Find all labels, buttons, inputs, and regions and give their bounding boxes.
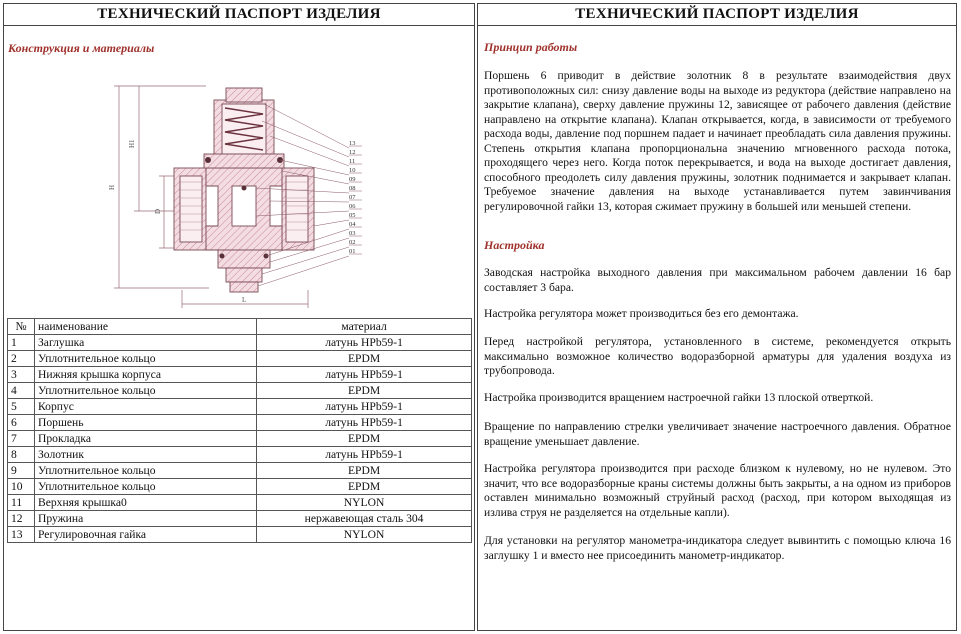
principle-section-title: Принцип работы (484, 40, 578, 54)
dim-h1-label: H1 (128, 139, 136, 148)
table-row (8, 479, 472, 495)
row-material: EPDM (257, 383, 472, 399)
construction-section-title: Конструкция и материалы (8, 41, 155, 55)
row-material: латунь HPb59-1 (257, 399, 472, 415)
principle-paragraph: Поршень 6 приводит в действие золотник 8 в результате взаимодействия двух противоположных сил: снизу давление воды на выходе из редуктора (действие направлено на закрытие клапана), сверху давление пружины 12, зависящее от рабочего давления (действие направлено на открытие клапана). Клапан открывается, когда, в зависимости от требуемого расхода воды, давление под поршнем падает и начинает преобладать сила давления пружины. Степень открытия клапана пропорциональна значению мгновенного расхода потока, проходящего через него. Когда поток перекрывается, и вода на выходе достигает давления, способного преодолеть силу давления пружины, золотник поднимается и закрывает клапан. Требуемое значение давления на выходе устанавливается путем завинчивания регулировочной гайки 13, которая сжимает пружину в большей или меньшей степени. (484, 69, 951, 213)
table-row (8, 335, 472, 351)
callout-08: 08 (349, 185, 356, 192)
row-number: 3 (8, 367, 35, 383)
row-name: Заглушка (35, 335, 257, 351)
col-header-name: наименование (35, 319, 257, 335)
callout-12: 12 (349, 149, 356, 156)
left-header: ТЕХНИЧЕСКИЙ ПАСПОРТ ИЗДЕЛИЯ (4, 4, 474, 26)
callout-09: 09 (349, 176, 356, 183)
left-panel (3, 3, 475, 631)
row-name: Уплотнительное кольцо (35, 463, 257, 479)
right-panel (477, 3, 957, 631)
callout-11: 11 (349, 158, 356, 165)
row-material: NYLON (257, 495, 472, 511)
row-material: EPDM (257, 479, 472, 495)
table-row (8, 527, 472, 543)
row-number: 8 (8, 447, 35, 463)
table-row (8, 351, 472, 367)
setup-paragraph-4: Настройка производится вращением настроечной гайки 13 плоской отверткой. (484, 391, 874, 404)
table-row (8, 511, 472, 527)
row-material: латунь HPb59-1 (257, 335, 472, 351)
callout-01: 01 (349, 248, 356, 255)
col-header-material: материал (257, 319, 472, 335)
setup-paragraph-1: Заводская настройка выходного давления при максимальном рабочем давлении 16 бар составляет 3 бара. (484, 266, 951, 294)
table-row (8, 495, 472, 511)
table-row (8, 399, 472, 415)
table-header-row (8, 319, 472, 335)
callout-07: 07 (349, 194, 356, 201)
row-number: 5 (8, 399, 35, 415)
row-name: Уплотнительное кольцо (35, 479, 257, 495)
table-row (8, 447, 472, 463)
row-material: EPDM (257, 463, 472, 479)
dim-l-label: L (242, 296, 247, 304)
dim-h-label: H (108, 184, 116, 190)
row-number: 6 (8, 415, 35, 431)
row-number: 2 (8, 351, 35, 367)
right-header: ТЕХНИЧЕСКИЙ ПАСПОРТ ИЗДЕЛИЯ (478, 4, 956, 26)
row-name: Уплотнительное кольцо (35, 383, 257, 399)
callout-05: 05 (349, 212, 356, 219)
setup-paragraph-6: Настройка регулятора производится при расходе близком к нулевому, но не нулевом. Это значит, что все водоразборные краны системы должны быть закрыты, а на одном из приборов оставлен минимально возможный струйный расход (расход, при котором выходящая из излива струя не разделяется на отдельные капли). (484, 462, 951, 519)
callout-04: 04 (349, 221, 356, 228)
row-material: EPDM (257, 431, 472, 447)
table-row (8, 415, 472, 431)
row-name: Поршень (35, 415, 257, 431)
row-number: 10 (8, 479, 35, 495)
setup-paragraph-7: Для установки на регулятор манометра-индикатора следует вывинтить с помощью ключа 16 заглушку 1 и вместо нее присоединить манометр-индикатор. (484, 534, 951, 562)
row-number: 11 (8, 495, 35, 511)
row-material: латунь HPb59-1 (257, 447, 472, 463)
setup-section-title: Настройка (484, 238, 545, 252)
row-material: EPDM (257, 351, 472, 367)
callout-13: 13 (349, 140, 356, 147)
materials-table (7, 318, 472, 543)
valve-cross-section-drawing (94, 76, 384, 316)
row-number: 4 (8, 383, 35, 399)
callout-03: 03 (349, 230, 356, 237)
row-name: Верхняя крышка0 (35, 495, 257, 511)
row-name: Нижняя крышка корпуса (35, 367, 257, 383)
table-row (8, 463, 472, 479)
row-number: 7 (8, 431, 35, 447)
setup-paragraph-2: Настройка регулятора может производиться без его демонтажа. (484, 307, 799, 320)
row-name: Корпус (35, 399, 257, 415)
table-row (8, 431, 472, 447)
row-material: латунь HPb59-1 (257, 415, 472, 431)
row-number: 12 (8, 511, 35, 527)
row-material: нержавеющая сталь 304 (257, 511, 472, 527)
row-number: 9 (8, 463, 35, 479)
table-row (8, 367, 472, 383)
row-number: 13 (8, 527, 35, 543)
setup-paragraph-3: Перед настройкой регулятора, установленного в системе, рекомендуется открыть максимально возможное количество водоразборной арматуры для удаления воздуха из трубопровода. (484, 335, 951, 377)
row-number: 1 (8, 335, 35, 351)
row-name: Уплотнительное кольцо (35, 351, 257, 367)
dim-d-label: D (154, 208, 162, 214)
callout-02: 02 (349, 239, 356, 246)
callout-10: 10 (349, 167, 356, 174)
row-material: NYLON (257, 527, 472, 543)
row-name: Пружина (35, 511, 257, 527)
row-name: Прокладка (35, 431, 257, 447)
callout-06: 06 (349, 203, 356, 210)
row-name: Регулировочная гайка (35, 527, 257, 543)
row-material: латунь HPb59-1 (257, 367, 472, 383)
col-header-number: № (8, 319, 35, 335)
setup-paragraph-5: Вращение по направлению стрелки увеличивает значение настроечного давления. Обратное вращение уменьшает давление. (484, 420, 951, 448)
table-row (8, 383, 472, 399)
row-name: Золотник (35, 447, 257, 463)
